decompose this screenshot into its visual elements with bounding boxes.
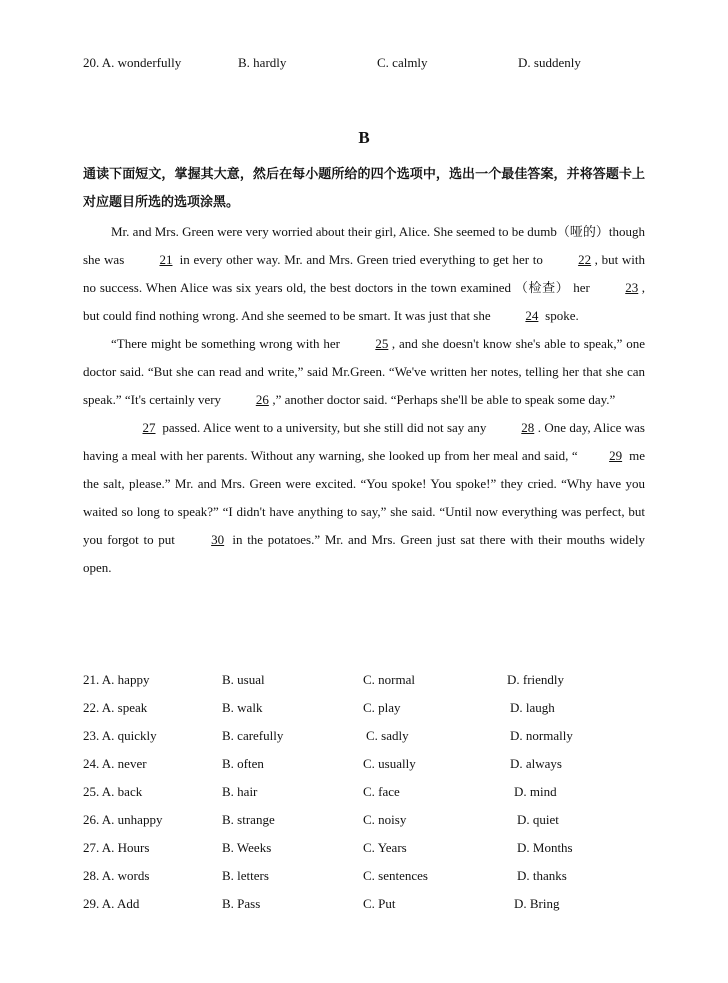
option-a: 21. A. happy: [83, 672, 150, 687]
text-span: . One day, Alice was having a meal with her parents. Without any warning, she looked up from her meal and said, “: [83, 420, 645, 463]
option-d: D. mind: [514, 784, 557, 799]
option-b: B. strange: [222, 812, 275, 827]
option-c: C. Years: [363, 840, 407, 855]
option-c: C. sadly: [366, 728, 409, 743]
option-b: B. letters: [222, 868, 269, 883]
blank-21: 21: [159, 252, 173, 267]
option-c: C. face: [363, 784, 400, 799]
option-b: B. Pass: [222, 896, 261, 911]
option-a: 23. A. quickly: [83, 728, 157, 743]
option-d: D. suddenly: [518, 55, 581, 70]
text-span: ,” another doctor said. “Perhaps she'll be able to speak some day.”: [272, 392, 616, 407]
option-a: 20. A. wonderfully: [83, 55, 182, 70]
option-c: C. calmly: [377, 55, 428, 70]
text-span: “There might be something wrong with her: [111, 336, 344, 351]
blank-29: 29: [609, 448, 623, 463]
option-b: B. hair: [222, 784, 258, 799]
option-d: D. always: [510, 756, 562, 771]
blank-22: 22: [578, 252, 592, 267]
option-a: 28. A. words: [83, 868, 150, 883]
blank-24: 24: [525, 308, 539, 323]
text-span: Mr. and Mrs. Green were very worried about their girl, Alice. She seemed to be dumb（哑的）though she was: [83, 224, 645, 267]
option-d: D. friendly: [507, 672, 565, 687]
option-c: C. noisy: [363, 812, 407, 827]
option-c: C. sentences: [363, 868, 428, 883]
instructions: 通读下面短文，掌握其大意，然后在每小题所给的四个选项中，选出一个最佳答案，并将答题卡上对应题目所选的选项涂黑。: [83, 167, 645, 210]
option-a: 26. A. unhappy: [83, 812, 163, 827]
option-a: 29. A. Add: [83, 896, 140, 911]
passage: [83, 218, 645, 582]
blank-27: 27: [142, 420, 156, 435]
option-b: B. often: [222, 756, 264, 771]
option-b: B. usual: [222, 672, 265, 687]
option-c: C. play: [363, 700, 401, 715]
text-span: in the potatoes.” Mr. and Mrs. Green just sat there with their mouths widely open.: [83, 532, 645, 575]
option-b: B. hardly: [238, 55, 287, 70]
blank-30: 30: [211, 532, 225, 547]
text-span: , and she doesn't know she's able to speak,” one doctor said. “But she can read and write,” said Mr.Green. “We've written her notes, telling her that she can speak.” “It's certainly very: [83, 336, 646, 407]
paragraph-3: [83, 414, 645, 582]
option-a: 27. A. Hours: [83, 840, 150, 855]
section-title: B: [358, 128, 370, 147]
option-a: 24. A. never: [83, 756, 147, 771]
text-span: , but with no success. When Alice was six years old, the best doctors in the town examined （检查） her: [83, 252, 645, 295]
option-a: 22. A. speak: [83, 700, 148, 715]
option-d: D. thanks: [517, 868, 567, 883]
option-d: D. normally: [510, 728, 573, 743]
option-d: D. Months: [517, 840, 573, 855]
option-b: B. Weeks: [222, 840, 272, 855]
option-d: D. Bring: [514, 896, 560, 911]
option-b: B. carefully: [222, 728, 284, 743]
text-span: me the salt, please.” Mr. and Mrs. Green were excited. “You spoke! You spoke!” they cried. “Why have you waited so long to speak?” “I didn't have anything to say,” she said. “Until now everything was perfect, but you forgot to put: [83, 448, 645, 547]
blank-26: 26: [255, 392, 269, 407]
text-span: , but could find nothing wrong. And she seemed to be smart. It was just that she: [83, 280, 645, 323]
option-d: D. laugh: [510, 700, 555, 715]
paragraph-1: [83, 218, 645, 330]
text-span: passed. Alice went to a university, but she still did not say any: [159, 420, 490, 435]
option-c: C. usually: [363, 756, 416, 771]
blank-25: 25: [375, 336, 389, 351]
option-d: D. quiet: [517, 812, 559, 827]
blank-28: 28: [521, 420, 535, 435]
option-b: B. walk: [222, 700, 263, 715]
option-c: C. Put: [363, 896, 396, 911]
option-a: 25. A. back: [83, 784, 143, 799]
option-c: C. normal: [363, 672, 415, 687]
paragraph-2: [83, 330, 645, 414]
blank-23: 23: [625, 280, 639, 295]
text-span: in every other way. Mr. and Mrs. Green tried everything to get her to: [175, 252, 547, 267]
text-span: spoke.: [541, 308, 579, 323]
